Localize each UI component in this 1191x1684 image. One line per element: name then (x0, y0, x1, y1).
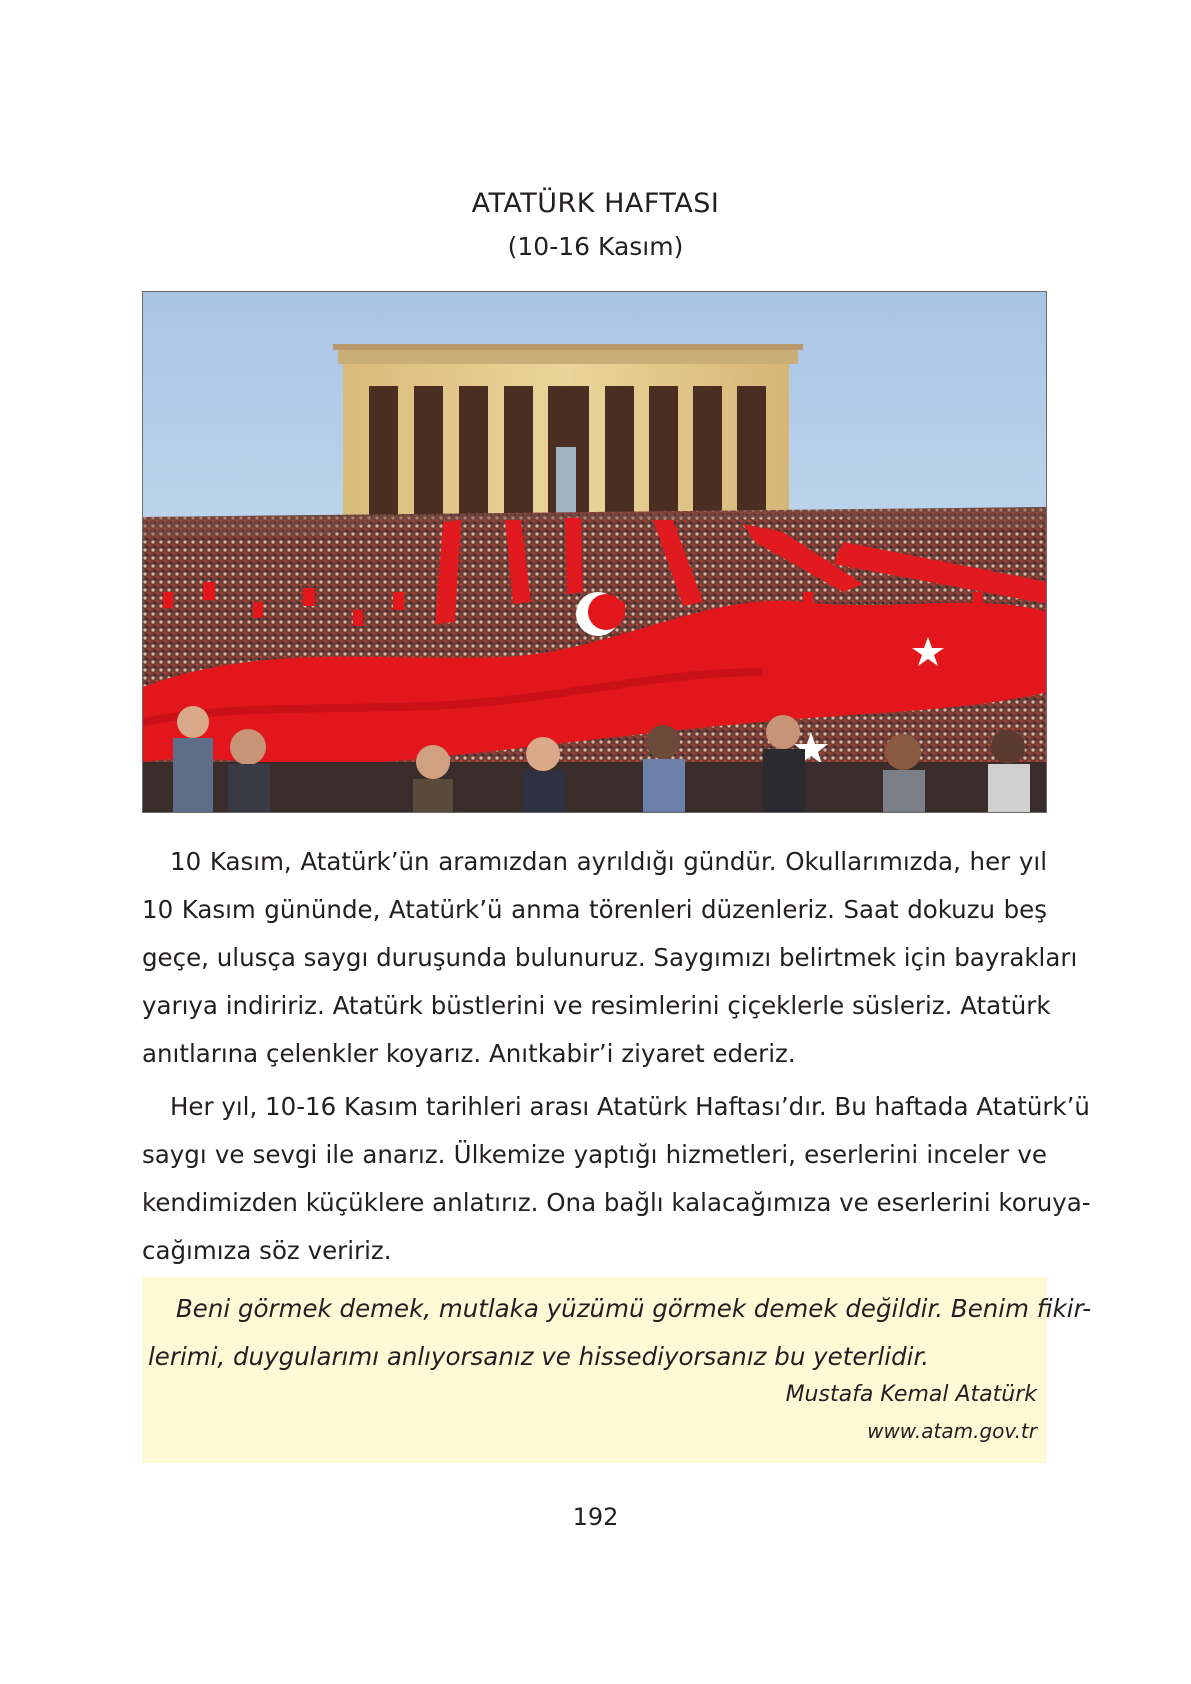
paragraph-november-10 (142, 838, 1078, 1078)
quote-box (142, 1277, 1092, 1463)
paragraph-line: kendimizden küçüklere anlatırız. Ona bağlı kalacağımıza ve eserlerini koruya- (142, 1188, 1091, 1217)
quote-source: www.atam.gov.tr (867, 1419, 1037, 1443)
paragraph-line: 10 Kasım gününde, Atatürk’ü anma törenleri düzenleriz. Saat dokuzu beş (142, 895, 1047, 924)
paragraph-line: anıtlarına çelenkler koyarız. Anıtkabir’i ziyaret ederiz. (142, 1039, 796, 1068)
quote-line: lerimi, duygularımı anlıyorsanız ve hissediyorsanız bu yeterlidir. (148, 1342, 930, 1371)
quote-text (148, 1285, 1092, 1381)
paragraph-line: yarıya indiririz. Atatürk büstlerini ve resimlerini çiçeklerle süsleriz. Atatürk (142, 991, 1051, 1020)
mausoleum (333, 344, 803, 524)
anitkabir-ceremony-photo (142, 291, 1047, 813)
paragraph-line: saygı ve sevgi ile anarız. Ülkemize yaptığı hizmetleri, eserlerini inceler ve (142, 1140, 1047, 1169)
paragraph-line: 10 Kasım, Atatürk’ün aramızdan ayrıldığı gündür. Okullarımızda, her yıl (170, 847, 1047, 876)
paragraph-line: cağımıza söz veririz. (142, 1236, 392, 1265)
page-title: ATATÜRK HAFTASI (471, 188, 720, 220)
page-number: 192 (572, 1503, 619, 1531)
paragraph-line: Her yıl, 10-16 Kasım tarihleri arası Atatürk Haftası’dır. Bu haftada Atatürk’ü (170, 1092, 1090, 1121)
photo-illustration (143, 292, 1047, 813)
quote-author: Mustafa Kemal Atatürk (785, 1382, 1037, 1407)
quote-line: Beni görmek demek, mutlaka yüzümü görmek demek değildir. Benim fikir- (176, 1294, 1092, 1323)
paragraph-ataturk-week (142, 1083, 1091, 1275)
paragraph-line: geçe, ulusça saygı duruşunda bulunuruz. Saygımızı belirtmek için bayrakları (142, 943, 1078, 972)
page-subtitle-date-range: (10-16 Kasım) (507, 232, 684, 261)
